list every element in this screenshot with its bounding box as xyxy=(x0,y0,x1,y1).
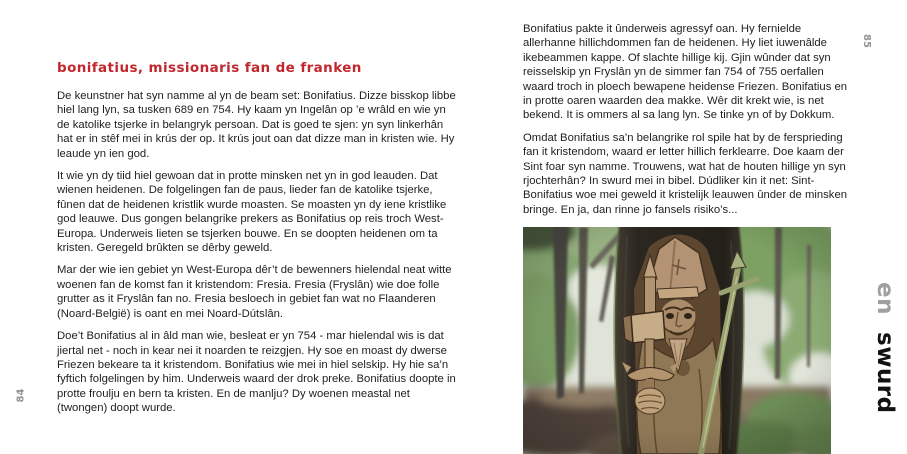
vertical-chapter-title xyxy=(846,231,907,413)
page-title: bonifatius, missionaris fan de franken xyxy=(57,60,362,76)
paragraph: Bonifatius pakte it ûnderweis agressyf oan. Hy fernielde allerhanne hillichdommen fan de heidenen. Hy liet iuwenâlde ikebeammen kappe. Of slachte hillige kij. Gjin wûnder dat syn reisselskip yn Fryslân yn de simmer fan 754 of 755 oerfallen waard troch in ploech bewapene heidense Friezen. Bonifatius en in protte oaren waarden dea makke. Wêr dit krekt wie, is net bekend. It is ommers al sa lang lyn. Se tinke yn of by Dokkum. xyxy=(523,23,848,122)
paragraph: Omdat Bonifatius sa’n belangrike rol spile hat by de fersprieding fan it kristendom, waard er letter hillich ferklearre. Doe kaam der Sint foar syn namme. Trouwens, wat hat de houten hillige yn syn rjochterhân? In swurd mei in bibel. Dúdliker kin it net: Sint-Bonifatius woe mei geweld it kristelijk leauwen ûnder de minsken bringe. En ja, dan rinne jo fansels risiko’s... xyxy=(523,131,848,216)
paragraph: De keunstner hat syn namme al yn de beam set: Bonifatius. Dizze bisskop libbe hiel lang lyn, sa tusken 689 en 754. Hy kaam yn Ingelân op ’e wrâld en wie yn de katolike tsjerke in belangryk persoan. Dat is goed te sjen: yn syn linkerhân hat er in stêf mei in krús der op. It krús jout oan dat dizze man in kristen wie. Hy leaude yn ien god. xyxy=(57,90,456,160)
vertical-title-word-swurd: swurd xyxy=(872,331,898,414)
paragraph: Mar der wie ien gebiet yn West-Europa dêr’t de bewenners hielendal neat witte woenen fan de komst fan it kristendom: Fresia. Fresia (Fryslân) wie doe folle grutter as it Fryslân fan no. Fresia besloech in gebiet fan wat no Flaanderen (Noard-België) is oant en mei Noard-Dútslân. xyxy=(57,264,452,320)
carving-photo-illustration xyxy=(523,227,831,454)
left-text-column xyxy=(57,60,461,424)
page-number-right: 85 xyxy=(861,34,872,48)
paragraph: Doe’t Bonifatius al in âld man wie, besleat er yn 754 - mar hielendal wis is dat jiertal net - noch in kear nei it noarden te reizgjen. Hy soe en moast dy dwerse Friezen bekeare ta it kristendom. Bonifatius wie mei in hiel selskip. Hy hie sa’n fyftich folgelingen by him. Underweis waard der drok preke. Bonifatius doopte in protte froulju en bern ta kristen. En de manlju? Dy woenen meastal net (twongen) doopt wurde. xyxy=(57,330,456,415)
page-number-left: 84 xyxy=(15,388,27,403)
bonifatius-tree-carving-photo xyxy=(523,227,831,454)
paragraph: It wie yn dy tiid hiel gewoan dat in protte minsken net yn in god leauden. Dat wienen heidenen. De folgelingen fan de paus, lieder fan de katolike tsjerke, fûnen dat de heidenen kristlik wurde moasten. Se moasten yn dy iene kristlike god leauwe. Dus gongen belangrike prekers as Bonifatius op reis troch West-Europa. Underweis lieten se tsjerken bouwe. En se doopten heidenen om ta kristen. Geregeld brûkten se dêrby geweld. xyxy=(57,170,447,255)
right-text-column xyxy=(523,22,854,225)
vertical-title-word-en: en xyxy=(872,282,898,316)
